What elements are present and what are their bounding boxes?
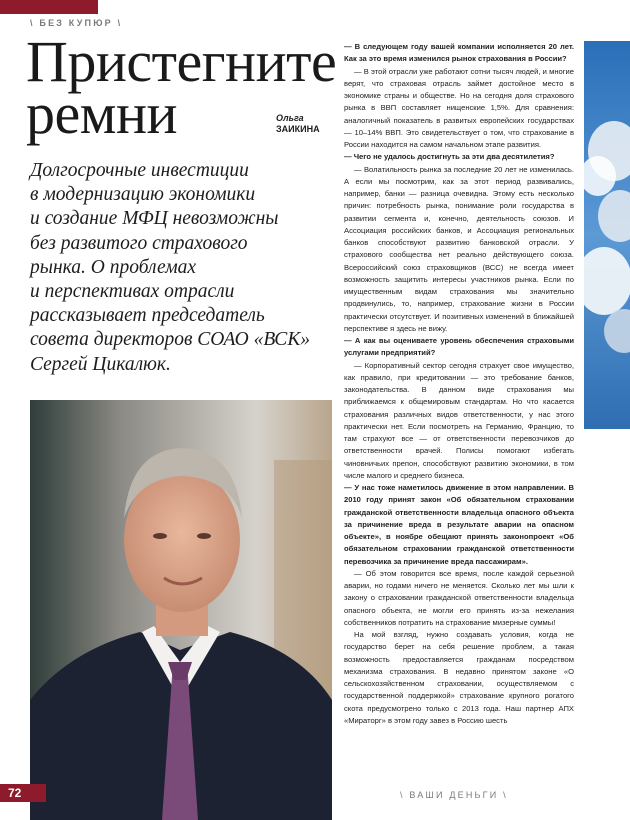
sky-image-strip bbox=[584, 41, 630, 429]
lead-line: Долгосрочные инвестиции bbox=[30, 160, 249, 181]
portrait-illustration bbox=[30, 400, 332, 820]
portrait-photo bbox=[30, 400, 332, 820]
interview-answer: — Корпоративный сектор сегодня страхует свое имущество, как правило, при кредитовании — это требование банков, законодательства. В данном виде страхования мы приближаемся к общемировым стандартам. Но что касается страхования различных видов ответственности, у нас этого практически нет. Если посмотреть на Германию, Францию, то там страхуют все — от ответственности перевозчиков до ответственности врачей. Полисы помогают избегать чиновничьих препон, способствуют развитию экономики, в том числе малого и среднего бизнеса. bbox=[344, 360, 574, 480]
headline-line-1: Пристегните bbox=[26, 29, 337, 94]
sky-illustration bbox=[584, 41, 630, 429]
section-tag: \ БЕЗ КУПЮР \ bbox=[30, 18, 123, 28]
interview-question: — Чего не удалось достигнуть за эти два десятилетия? bbox=[344, 152, 555, 162]
footer-tag: \ ВАШИ ДЕНЬГИ \ bbox=[400, 790, 508, 800]
lead-line: совета директоров СОАО «ВСК» bbox=[30, 329, 311, 351]
lead-line: рассказывает председатель bbox=[30, 305, 265, 327]
interview-answer: — В этой отрасли уже работают сотни тысяч людей, и многие верят, что страховая отрасль займет достойное место в экономике страны и обществе. Но на сегодня доля страхового рынка в ВВП составляет нищенские 1,5%. Для сравнения: аналогичный показатель в развитых европейских государствах — 10–14% ВВП. Это свидетельствует о том, что страхование в России находится на самом начальном этапе развития. bbox=[344, 66, 574, 149]
interview-question: — А как вы оцениваете уровень обеспечения страховыми услугами предприятий? bbox=[344, 336, 574, 358]
interview-answer: На мой взгляд, нужно создавать условия, когда не государство берет на себя решение проблем, а такая возможность предоставляется гражданам посредством механизма страхования. В недавно принятом законе «О сельскохозяйственном страховании, осуществляемом с государственной поддержкой» страхование крупного рогатого скота предусмотрено только с 2013 года. Наш партнер АПХ «Мираторг» в этом году завез в Россию шесть bbox=[344, 630, 574, 725]
interview-answer: — Об этом говорится все время, после каждой серьезной аварии, но годами ничего не меняется. Сколько лет мы шли к закону о страховании гражданской ответственности владельца опасного объекта, не могли его принять из-за нежелания собственников потратить на страхование мизерные суммы! bbox=[344, 568, 574, 627]
section-color-bar bbox=[0, 0, 98, 14]
lead-line: Сергей Цикалюк. bbox=[30, 353, 171, 375]
page-number: 72 bbox=[0, 784, 46, 802]
headline-line-2: ремни bbox=[26, 81, 178, 146]
interview-question: — В следующем году вашей компании исполняется 20 лет. Как за это время изменился рынок страхования в России? bbox=[344, 42, 574, 64]
lead-paragraph bbox=[30, 159, 330, 377]
lead-line: и перспективах отрасли bbox=[30, 281, 235, 303]
author-last-name: ЗАИКИНА bbox=[276, 124, 320, 134]
article-body bbox=[344, 41, 574, 727]
lead-line: и создание МФЦ невозможны bbox=[30, 208, 279, 230]
interview-question: — У нас тоже наметилось движение в этом направлении. В 2010 году принят закон «Об обязательном страховании гражданской ответственности владельца опасного объекта за причинение вреда в результате аварии на опасном объекте», в ноябре обещают принять законопроект «Об обязательном страховании гражданской ответственности перевозчика за причинение вреда пассажирам». bbox=[344, 483, 574, 566]
lead-line: в модернизацию экономики bbox=[30, 184, 256, 206]
lead-line: рынка. О проблемах bbox=[30, 256, 197, 278]
author-first-name: Ольга bbox=[276, 113, 304, 123]
author-byline bbox=[276, 113, 320, 135]
lead-line: без развитого страхового bbox=[30, 232, 248, 254]
interview-answer: — Волатильность рынка за последние 20 лет не изменилась. А если мы посмотрим, как за этот период развивались, например, банки — разница очевидна. Этому есть несколько причин: потребность рынка, понимание роли государства в развитии сегмента и, конечно, деятельность союзов. И Ассоциация российских банков, и Ассоциация региональных банков способствуют развитию банковской отрасли. У страхового сообщества нет реально действующего союза. Всероссийский союз страховщиков (ВСС) не всегда имеет возможность защитить интересы участников рынка. Если по имущественным видам страхования мы значительно продвинулись, то, например, страхование жизни в России практически отсутствует. И позитивных изменений в ближайшей перспективе я здесь не вижу. bbox=[344, 164, 574, 333]
